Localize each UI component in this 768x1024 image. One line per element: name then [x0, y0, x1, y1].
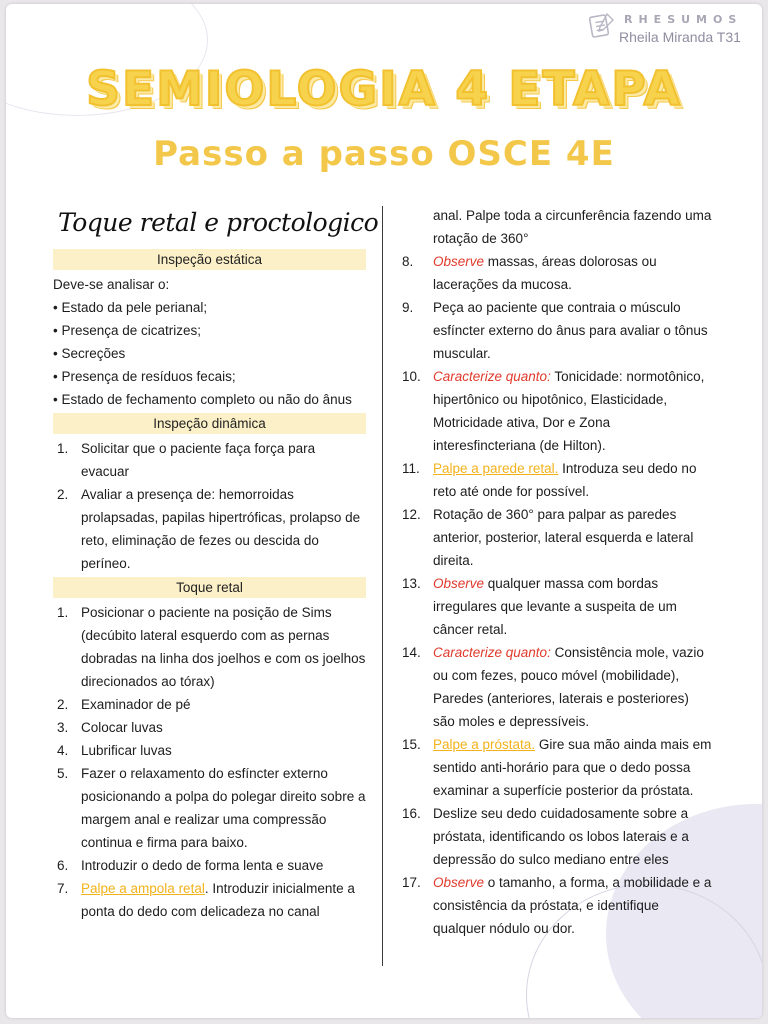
step-number: 3. [57, 720, 69, 735]
step-number: 13. [402, 576, 421, 591]
brand-logo-icon [587, 10, 617, 40]
highlighted-action: Palpe a parede retal. [433, 461, 559, 476]
step-text: Colocar luvas [81, 720, 163, 735]
document-page [6, 4, 762, 1018]
step-number: 8. [402, 254, 414, 269]
step-text: o tamanho, a forma, a mobilidade e a consistência da próstata, e identifique qualquer nódulo ou dor. [433, 875, 712, 936]
step-text: Solicitar que o paciente faça força para evacuar [81, 441, 316, 479]
rectal-steps-list-continued [402, 250, 712, 940]
step-number: 15. [402, 737, 421, 752]
step-number: 16. [402, 806, 421, 821]
rectal-touch-heading: Toque retal [53, 577, 366, 598]
emphasis-verb: Observe [433, 875, 485, 890]
highlighted-action: Palpe a próstata. [433, 737, 536, 752]
rectal-steps-list [53, 601, 366, 923]
page-subtitle: Passo a passo OSCE 4E [153, 134, 615, 174]
bullet-item: • Estado de fechamento completo ou não do ânus [53, 392, 352, 407]
list-item [402, 296, 712, 365]
step-number: 1. [57, 605, 69, 620]
section-title: Toque retal e proctologico [58, 208, 379, 237]
bullet-item: • Presença de cicatrizes; [53, 323, 202, 338]
list-item [53, 877, 366, 923]
page-title: SEMIOLOGIA 4 ETAPA [86, 62, 682, 117]
step-number: 17. [402, 875, 421, 890]
step-number: 5. [57, 766, 69, 781]
step-text: Introduza seu dedo no reto até onde for possível. [433, 461, 697, 499]
list-item [402, 733, 712, 802]
list-item [53, 437, 366, 483]
list-item [53, 693, 366, 716]
static-inspection-heading: Inspeção estática [53, 249, 366, 270]
list-item [402, 365, 712, 457]
list-item [53, 601, 366, 693]
step-text: Avaliar a presença de: hemorroidas prolapsadas, papilas hipertróficas, prolapso de reto, eliminação de fezes ou descida do períneo. [81, 487, 361, 571]
step-text: Introduzir o dedo de forma lenta e suave [81, 858, 324, 873]
bullet-item: • Presença de resíduos fecais; [53, 369, 236, 384]
list-item [53, 854, 366, 877]
step-number: 11. [402, 461, 420, 476]
list-item [402, 572, 712, 641]
emphasis-verb: Observe [433, 254, 485, 269]
static-intro: Deve-se analisar o: [53, 277, 170, 292]
list-item [53, 716, 366, 739]
step-text: Fazer o relaxamento do esfíncter externo posicionando a polpa do polegar direito sobre a margem anal e realizar uma compressão continua e firma para baixo. [81, 766, 366, 850]
list-item [402, 641, 712, 733]
step-number: 2. [57, 697, 69, 712]
step-number: 2. [57, 487, 69, 502]
step-number: 1. [57, 441, 69, 456]
dynamic-steps-list [53, 437, 366, 575]
emphasis-verb: Caracterize quanto: [433, 369, 551, 384]
bullet-item: • Secreções [53, 346, 126, 361]
brand-name: RHESUMOS [624, 13, 743, 26]
step-text: Lubrificar luvas [81, 743, 172, 758]
right-column [402, 204, 712, 940]
column-divider [382, 206, 383, 966]
step-text: Consistência mole, vazio ou com fezes, pouco móvel (mobilidade), Paredes (anteriores, laterais e posteriores) são moles e depressíveis. [433, 645, 704, 729]
step-text: massas, áreas dolorosas ou lacerações da mucosa. [433, 254, 657, 292]
list-item [402, 871, 712, 940]
list-item [53, 762, 366, 854]
list-item [53, 739, 366, 762]
step-text: Peça ao paciente que contraia o músculo esfíncter externo do ânus para avaliar o tônus muscular. [433, 300, 708, 361]
list-item [53, 483, 366, 575]
dynamic-inspection-heading: Inspeção dinâmica [53, 413, 366, 434]
step-number: 7. [57, 881, 69, 896]
step-text: Gire sua mão ainda mais em sentido anti-horário para que o dedo possa examinar a superfície posterior da próstata. [433, 737, 712, 798]
list-item [402, 802, 712, 871]
step-number: 10. [402, 369, 421, 384]
list-item [402, 250, 712, 296]
step-text: Tonicidade: normotônico, hipertônico ou hipotônico, Elasticidade, Motricidade ativa, Dor e Zona interesfincteriana (de Hilton). [433, 369, 705, 453]
emphasis-verb: Caracterize quanto: [433, 645, 551, 660]
brand-author: Rheila Miranda T31 [619, 29, 741, 45]
bullet-item: • Estado da pele perianal; [53, 300, 208, 315]
list-item [402, 457, 712, 503]
step-text: qualquer massa com bordas irregulares que levante a suspeita de um câncer retal. [433, 576, 677, 637]
left-column [53, 202, 379, 923]
step-number: 12. [402, 507, 421, 522]
step-text: Deslize seu dedo cuidadosamente sobre a próstata, identificando os lobos laterais e a depressão do sulco mediano entre eles [433, 806, 689, 867]
step-text: . Introduzir inicialmente a ponta do dedo com delicadeza no canal [81, 881, 355, 919]
step-number: 6. [57, 858, 69, 873]
step-number: 9. [402, 300, 414, 315]
step-number: 14. [402, 645, 421, 660]
step-text: Posicionar o paciente na posição de Sims (decúbito lateral esquerdo com as pernas dobradas na linha dos joelhos e com os joelhos direcionados ao tórax) [81, 605, 366, 689]
emphasis-verb: Observe [433, 576, 485, 591]
step-text: Examinador de pé [81, 697, 191, 712]
step-number: 4. [57, 743, 69, 758]
step-text: Rotação de 360° para palpar as paredes anterior, posterior, lateral esquerda e lateral direita. [433, 507, 694, 568]
highlighted-action: Palpe a ampola retal [81, 881, 205, 896]
continued-text: anal. Palpe toda a circunferência fazendo uma rotação de 360° [433, 208, 712, 246]
list-item [402, 503, 712, 572]
